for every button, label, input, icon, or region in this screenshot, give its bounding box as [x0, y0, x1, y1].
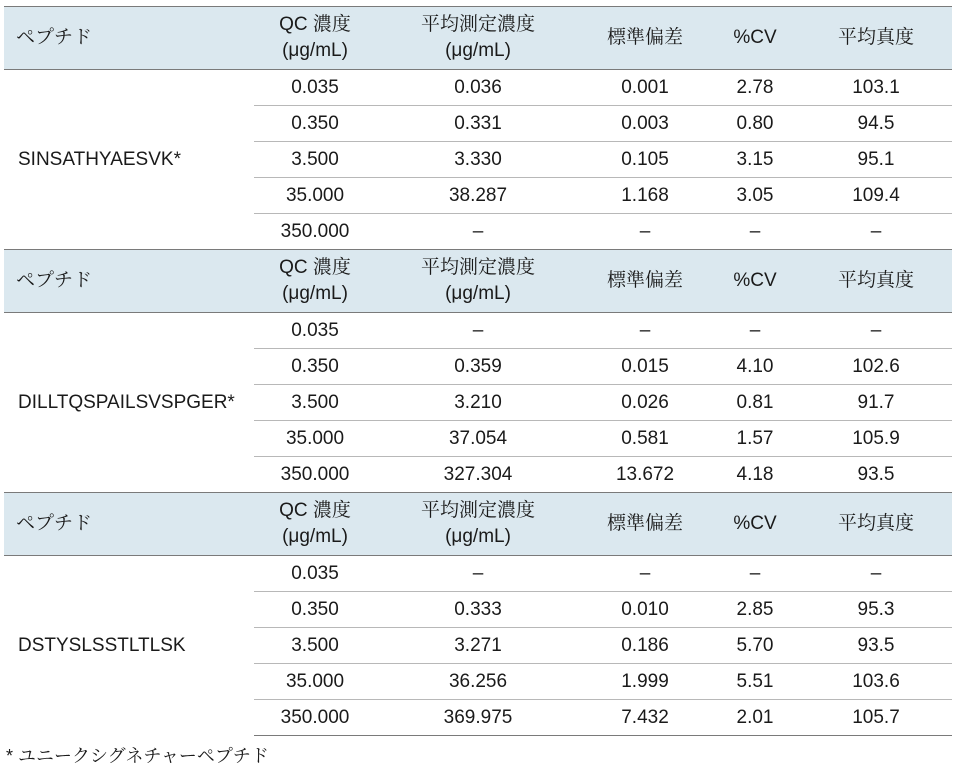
mean-concentration-cell: 3.330	[376, 142, 580, 178]
mean-accuracy-cell: 105.9	[800, 421, 952, 457]
header-mean-accuracy	[800, 250, 952, 313]
cv-cell: 2.01	[710, 700, 800, 736]
header-mean-concentration-text: (μg/mL)	[445, 526, 511, 547]
std-dev-cell: 0.001	[580, 70, 710, 106]
header-std-dev	[580, 493, 710, 556]
header-mean-accuracy-text: 平均真度	[837, 270, 914, 291]
mean-accuracy-cell: 94.5	[800, 106, 952, 142]
cv-cell: 4.10	[710, 349, 800, 385]
qc-concentration-cell: 0.350	[254, 106, 376, 142]
table-row	[4, 313, 952, 349]
header-mean-concentration-text: (μg/mL)	[445, 40, 511, 61]
header-qc-concentration-text: (μg/mL)	[282, 40, 348, 61]
qc-concentration-cell: 35.000	[254, 178, 376, 214]
cv-cell: 0.80	[710, 106, 800, 142]
mean-accuracy-cell: 103.1	[800, 70, 952, 106]
header-cv-text: %CV	[733, 513, 777, 534]
header-row	[4, 7, 952, 70]
mean-accuracy-cell: 93.5	[800, 457, 952, 493]
qc-concentration-cell: 0.035	[254, 70, 376, 106]
cv-cell: 4.18	[710, 457, 800, 493]
table-row	[4, 556, 952, 592]
header-peptide	[4, 493, 254, 556]
qc-concentration-cell: 35.000	[254, 421, 376, 457]
header-mean-accuracy	[800, 7, 952, 70]
header-std-dev	[580, 7, 710, 70]
std-dev-cell: 0.026	[580, 385, 710, 421]
cv-cell: –	[710, 556, 800, 592]
mean-concentration-cell: 3.210	[376, 385, 580, 421]
mean-concentration-cell: 0.331	[376, 106, 580, 142]
mean-concentration-cell: 38.287	[376, 178, 580, 214]
mean-concentration-cell: 327.304	[376, 457, 580, 493]
cv-cell: –	[710, 313, 800, 349]
header-cv	[710, 493, 800, 556]
mean-concentration-cell: 36.256	[376, 664, 580, 700]
std-dev-cell: 13.672	[580, 457, 710, 493]
std-dev-cell: 0.015	[580, 349, 710, 385]
header-peptide-text: ペプチド	[16, 27, 93, 48]
cv-cell: 3.15	[710, 142, 800, 178]
header-qc-concentration-text: QC 濃度	[279, 14, 351, 35]
header-qc-concentration	[254, 493, 376, 556]
mean-accuracy-cell: –	[800, 313, 952, 349]
std-dev-cell: –	[580, 556, 710, 592]
qc-results-table	[4, 6, 952, 736]
header-cv	[710, 250, 800, 313]
mean-accuracy-cell: 91.7	[800, 385, 952, 421]
header-qc-concentration-text: (μg/mL)	[282, 283, 348, 304]
cv-cell: 2.78	[710, 70, 800, 106]
mean-accuracy-cell: –	[800, 556, 952, 592]
std-dev-cell: 0.581	[580, 421, 710, 457]
header-mean-concentration-text: (μg/mL)	[445, 283, 511, 304]
header-row	[4, 250, 952, 313]
mean-concentration-cell: 37.054	[376, 421, 580, 457]
cv-cell: 3.05	[710, 178, 800, 214]
header-cv	[710, 7, 800, 70]
header-peptide	[4, 7, 254, 70]
cv-cell: –	[710, 214, 800, 250]
mean-accuracy-cell: 103.6	[800, 664, 952, 700]
mean-accuracy-cell: 102.6	[800, 349, 952, 385]
mean-accuracy-cell: 93.5	[800, 628, 952, 664]
qc-concentration-cell: 3.500	[254, 628, 376, 664]
std-dev-cell: 7.432	[580, 700, 710, 736]
qc-concentration-cell: 350.000	[254, 700, 376, 736]
qc-concentration-cell: 0.350	[254, 349, 376, 385]
header-qc-concentration-text: (μg/mL)	[282, 526, 348, 547]
header-std-dev-text: 標準偏差	[606, 27, 683, 48]
header-qc-concentration-text: QC 濃度	[279, 257, 351, 278]
qc-concentration-cell: 3.500	[254, 385, 376, 421]
std-dev-cell: –	[580, 214, 710, 250]
cv-cell: 0.81	[710, 385, 800, 421]
peptide-name: DILLTQSPAILSVSPGER*	[18, 391, 235, 413]
header-peptide-text: ペプチド	[16, 513, 93, 534]
header-std-dev-text: 標準偏差	[606, 513, 683, 534]
cv-cell: 1.57	[710, 421, 800, 457]
header-cv-text: %CV	[733, 27, 777, 48]
header-qc-concentration	[254, 250, 376, 313]
mean-concentration-cell: 0.036	[376, 70, 580, 106]
std-dev-cell: 1.168	[580, 178, 710, 214]
mean-concentration-cell: –	[376, 214, 580, 250]
table-body	[4, 7, 952, 736]
table-row	[4, 70, 952, 106]
std-dev-cell: 0.105	[580, 142, 710, 178]
header-mean-concentration	[376, 493, 580, 556]
qc-concentration-cell: 0.035	[254, 556, 376, 592]
header-qc-concentration-text: QC 濃度	[279, 500, 351, 521]
header-peptide-text: ペプチド	[16, 270, 93, 291]
cv-cell: 5.51	[710, 664, 800, 700]
footnote: * ユニークシグネチャーペプチド	[6, 746, 269, 766]
header-mean-accuracy	[800, 493, 952, 556]
mean-concentration-cell: –	[376, 556, 580, 592]
header-mean-concentration	[376, 7, 580, 70]
header-cv-text: %CV	[733, 270, 777, 291]
header-std-dev-text: 標準偏差	[606, 270, 683, 291]
qc-concentration-cell: 350.000	[254, 457, 376, 493]
mean-concentration-cell: –	[376, 313, 580, 349]
header-mean-concentration-text: 平均測定濃度	[420, 257, 535, 278]
header-peptide	[4, 250, 254, 313]
mean-concentration-cell: 3.271	[376, 628, 580, 664]
mean-concentration-cell: 0.359	[376, 349, 580, 385]
mean-accuracy-cell: 109.4	[800, 178, 952, 214]
header-row	[4, 493, 952, 556]
header-mean-concentration-text: 平均測定濃度	[420, 14, 535, 35]
mean-accuracy-cell: 95.3	[800, 592, 952, 628]
header-mean-concentration-text: 平均測定濃度	[420, 500, 535, 521]
std-dev-cell: 1.999	[580, 664, 710, 700]
header-mean-accuracy-text: 平均真度	[837, 513, 914, 534]
cv-cell: 5.70	[710, 628, 800, 664]
header-mean-accuracy-text: 平均真度	[837, 27, 914, 48]
qc-concentration-cell: 0.035	[254, 313, 376, 349]
peptide-name: DSTYSLSSTLTLSK	[18, 634, 186, 656]
mean-concentration-cell: 0.333	[376, 592, 580, 628]
mean-accuracy-cell: 95.1	[800, 142, 952, 178]
mean-accuracy-cell: –	[800, 214, 952, 250]
peptide-name: SINSATHYAESVK*	[18, 148, 181, 170]
qc-concentration-cell: 0.350	[254, 592, 376, 628]
qc-concentration-cell: 350.000	[254, 214, 376, 250]
header-qc-concentration	[254, 7, 376, 70]
mean-accuracy-cell: 105.7	[800, 700, 952, 736]
mean-concentration-cell: 369.975	[376, 700, 580, 736]
qc-concentration-cell: 3.500	[254, 142, 376, 178]
qc-concentration-cell: 35.000	[254, 664, 376, 700]
std-dev-cell: –	[580, 313, 710, 349]
cv-cell: 2.85	[710, 592, 800, 628]
std-dev-cell: 0.010	[580, 592, 710, 628]
header-mean-concentration	[376, 250, 580, 313]
std-dev-cell: 0.186	[580, 628, 710, 664]
header-std-dev	[580, 250, 710, 313]
std-dev-cell: 0.003	[580, 106, 710, 142]
